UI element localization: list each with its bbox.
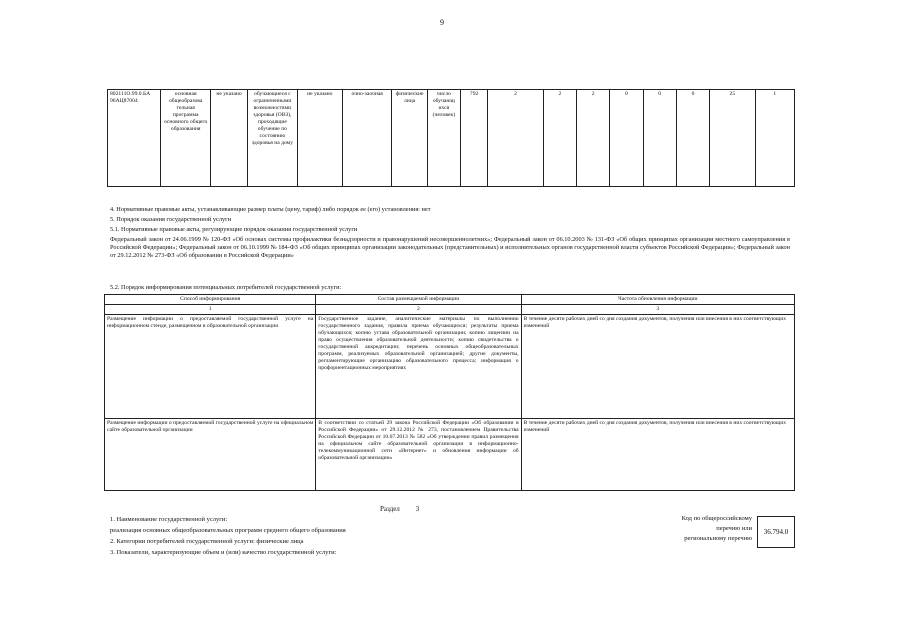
paragraph-5-2: 5.2. Порядок информирования потенциальных потребителей государственной услуги: <box>110 284 342 291</box>
table-cell: физические лица <box>392 90 427 187</box>
table-cell: 2 <box>577 90 610 187</box>
table-cell: Размещение информации о предоставляемой государственной услуге на официальном сайте образовательной организации <box>105 419 316 491</box>
table-cell: 2 <box>543 90 576 187</box>
table-cell: В течение десяти рабочих дней со дня создания документов, получения или внесения в них соответствующих изменений <box>521 419 794 491</box>
table-cell: В соответствии со статьей 29 закона Российской Федерации «Об образовании в Российской Федерации» от 29.12.2012 № 273, постановлением Правительства Российской Федерации от 10.07.2013 № 582 «Об утверждении правил размещения на официальном сайте образовательной организации в информационно-телекоммуникационной сети «Интернет» и обновления информации об образовательной организации» <box>316 419 521 491</box>
paragraph-5-1-text: Федеральный закон от 24.06.1999 № 120-ФЗ «Об основах системы профилактики безнадзорности и правонарушений несовершеннолетних»; Федеральный закон от 06.10.2003 № 131-ФЗ «Об общих принципах организации местного самоуправления в Российской Федерации»; Федеральный закон от 06.10.1999 № 184-ФЗ «Об общих принципах организации законодательных (представительных) и исполнительных органов государственной власти субъектов Российской Федерации»; Федеральный закон от 29.12.2012 № 273-ФЗ «Об образовании в Российской Федерации» <box>110 236 790 259</box>
paragraph-5-1: 5.1. Нормативные правовые акты, регулирующие порядок оказания государственной услуги <box>110 226 358 233</box>
code-label-line: перечню или <box>716 525 752 532</box>
table-cell: 0 <box>610 90 643 187</box>
table-cell: обучающиеся с ограниченными возможностями здоровья (ОВЗ), проходящие обучение по состоянию здоровья на дому <box>248 90 297 187</box>
table-cell: 0 <box>643 90 676 187</box>
table-row <box>105 419 795 491</box>
code-label-line: региональному перечню <box>684 535 752 542</box>
table-cell: Государственное задание, аналитические материалы по выполнению государственного задания, правила приема обучающихся; результаты приема обучающихся; копию устава образовательной организации; копию лицензии на право осуществления образовательной деятельности; копию свидетельства о государственной аккредитации; перечень основных общеобразовательных программ, реализуемых образовательной организацией; другие документы, регламентирующие организацию образовательного процесса; информация о профориентационных мероприятиях <box>316 315 521 419</box>
item-1: 1. Наименование государственной услуги: <box>110 516 228 523</box>
paragraph-4: 4. Нормативные правовые акты, устанавливающие размер платы (цену, тариф) либо порядок ее (его) установления: нет <box>110 206 431 213</box>
paragraph-5: 5. Порядок оказания государственной услуги <box>110 216 232 223</box>
table-cell: 792 <box>461 90 488 187</box>
item-2: 2. Категории потребителей государственной услуги: физические лица <box>110 538 304 545</box>
table-cell: 0 <box>676 90 709 187</box>
column-header: Состав размещаемой информации <box>316 295 521 305</box>
table-row <box>108 90 795 187</box>
table-cell: Размещение информации о предоставляемой государственной услуге на информационном стенде, размещенном в образовательной организации <box>105 315 316 419</box>
column-header: Способ информирования <box>105 295 316 305</box>
column-header: Частота обновления информации <box>521 295 794 305</box>
table-cell: число обучающ ихся (человек) <box>427 90 460 187</box>
information-table <box>104 294 795 491</box>
table-number-row <box>105 305 795 315</box>
table-cell: В течение десяти рабочих дней со дня создания документов, получения или внесения в них соответствующих изменений <box>521 315 794 419</box>
item-3: 3. Показатели, характеризующие объем и (или) качество государственной услуги: <box>110 549 337 556</box>
table-cell: 1 <box>755 90 794 187</box>
code-label <box>640 514 752 544</box>
code-label-line: Код по общероссийскому <box>681 515 752 522</box>
item-1-text: реализация основных общеобразовательных программ среднего общего образования <box>110 527 346 534</box>
table-row <box>105 315 795 419</box>
table-cell: не указано <box>210 90 247 187</box>
indicator-table <box>107 89 795 187</box>
section-heading <box>380 505 419 513</box>
page-number: 9 <box>440 18 444 27</box>
code-value-box: 36.794.0 <box>757 516 795 548</box>
column-number: 1 <box>105 305 316 315</box>
table-cell: 25 <box>710 90 755 187</box>
table-cell: 802111О.99.0.БА 96АЦ87004 <box>108 90 161 187</box>
table-cell: основная общеобразова тельная программа основного общего образования <box>161 90 210 187</box>
table-header-row <box>105 295 795 305</box>
column-number: 3 <box>521 305 794 315</box>
table-cell: очно-заочная <box>343 90 392 187</box>
table-cell: 2 <box>488 90 543 187</box>
table-cell: не указано <box>297 90 342 187</box>
column-number: 2 <box>316 305 521 315</box>
section-number: 3 <box>415 505 420 513</box>
section-label: Раздел <box>380 505 400 513</box>
